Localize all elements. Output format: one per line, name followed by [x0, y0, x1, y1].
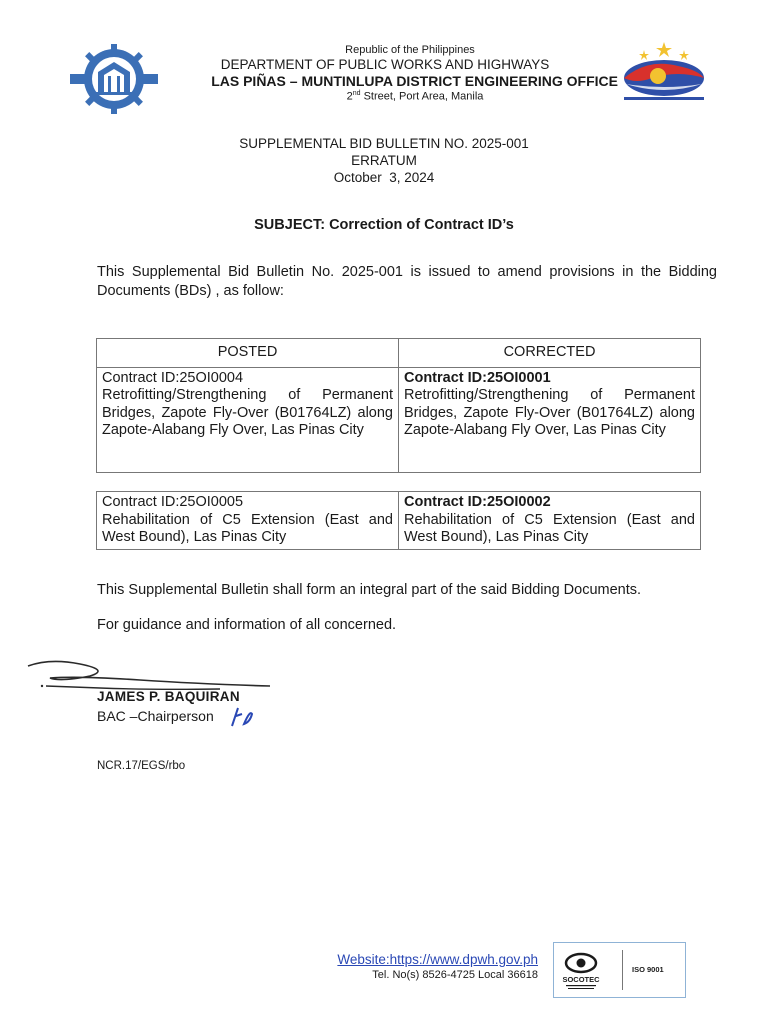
- guidance-statement: For guidance and information of all concerned.: [97, 617, 397, 633]
- phone-number: Tel. No(s) 8526-4725 Local 36618: [372, 969, 538, 981]
- address-superscript: nd: [352, 90, 361, 97]
- subject-line: [0, 217, 768, 233]
- website-link[interactable]: Website:https://www.dpwh.gov.ph: [337, 952, 538, 967]
- subject-label: SUBJECT:: [254, 217, 326, 233]
- letterhead-office: LAS PIÑAS – MUNTINLUPA DISTRICT ENGINEERING OFFICE: [211, 73, 618, 89]
- letterhead-address: [280, 90, 550, 103]
- bagong-pilipinas-logo-icon: [618, 40, 710, 104]
- table-row: [97, 367, 701, 472]
- reference-code: NCR.17/EGS/rbo: [97, 760, 186, 772]
- posted-description: Rehabilitation of C5 Extension (East and West Bound), Las Pinas City: [102, 511, 393, 545]
- bulletin-type: ERRATUM: [351, 153, 417, 168]
- letterhead-department: DEPARTMENT OF PUBLIC WORKS AND HIGHWAYS: [220, 57, 550, 72]
- cert-divider: [622, 950, 623, 990]
- signatory-title: BAC –Chairperson: [97, 708, 214, 724]
- initials-mark: [228, 704, 256, 728]
- signatory-name: JAMES P. BAQUIRAN: [97, 689, 240, 704]
- letterhead-republic: Republic of the Philippines: [345, 44, 475, 56]
- cert-standard: ISO 9001: [632, 965, 664, 974]
- table-header-row: [97, 339, 701, 368]
- closing-statement: This Supplemental Bulletin shall form an integral part of the said Bidding Documents.: [97, 582, 642, 598]
- corrected-cell: [399, 492, 701, 550]
- corrected-cell: [399, 367, 701, 472]
- posted-contract-id: Contract ID:25OI0004: [102, 369, 244, 386]
- table-row: [97, 492, 701, 550]
- posted-description: Retrofitting/Strengthening of Permanent Bridges, Zapote Fly-Over (B01764LZ) along Zapote-Alabang Fly Over, Las Pinas City: [102, 387, 393, 438]
- bulletin-date: October 3, 2024: [333, 170, 435, 185]
- corrected-contract-id: Contract ID:25OI0001: [404, 369, 551, 386]
- address-rest: Street, Port Area, Manila: [360, 90, 484, 103]
- posted-cell: [97, 492, 399, 550]
- corrections-table: [96, 338, 701, 473]
- posted-cell: [97, 367, 399, 472]
- dpwh-seal-icon: [68, 44, 160, 114]
- corrections-table-2: [96, 491, 701, 550]
- address-number: 2: [346, 90, 353, 103]
- intro-paragraph: This Supplemental Bid Bulletin No. 2025-001 is issued to amend provisions in the Bidding Documents (BDs) , as follow:: [97, 264, 717, 299]
- header-posted: POSTED: [97, 339, 399, 368]
- cert-name: SOCOTEC: [562, 975, 600, 984]
- corrected-description: Rehabilitation of C5 Extension (East and West Bound), Las Pinas City: [404, 511, 695, 545]
- corrected-description: Retrofitting/Strengthening of Permanent Bridges, Zapote Fly-Over (B01764LZ) along Zapote-Alabang Fly Over, Las Pinas City: [404, 387, 695, 438]
- subject-text: Correction of Contract ID’s: [325, 217, 514, 233]
- header-corrected: CORRECTED: [399, 339, 701, 368]
- corrected-contract-id: Contract ID:25OI0002: [404, 494, 551, 510]
- socotec-certification-icon: [560, 948, 602, 992]
- bulletin-number: SUPPLEMENTAL BID BULLETIN NO. 2025-001: [239, 136, 529, 151]
- posted-contract-id: Contract ID:25OI0005: [102, 494, 244, 510]
